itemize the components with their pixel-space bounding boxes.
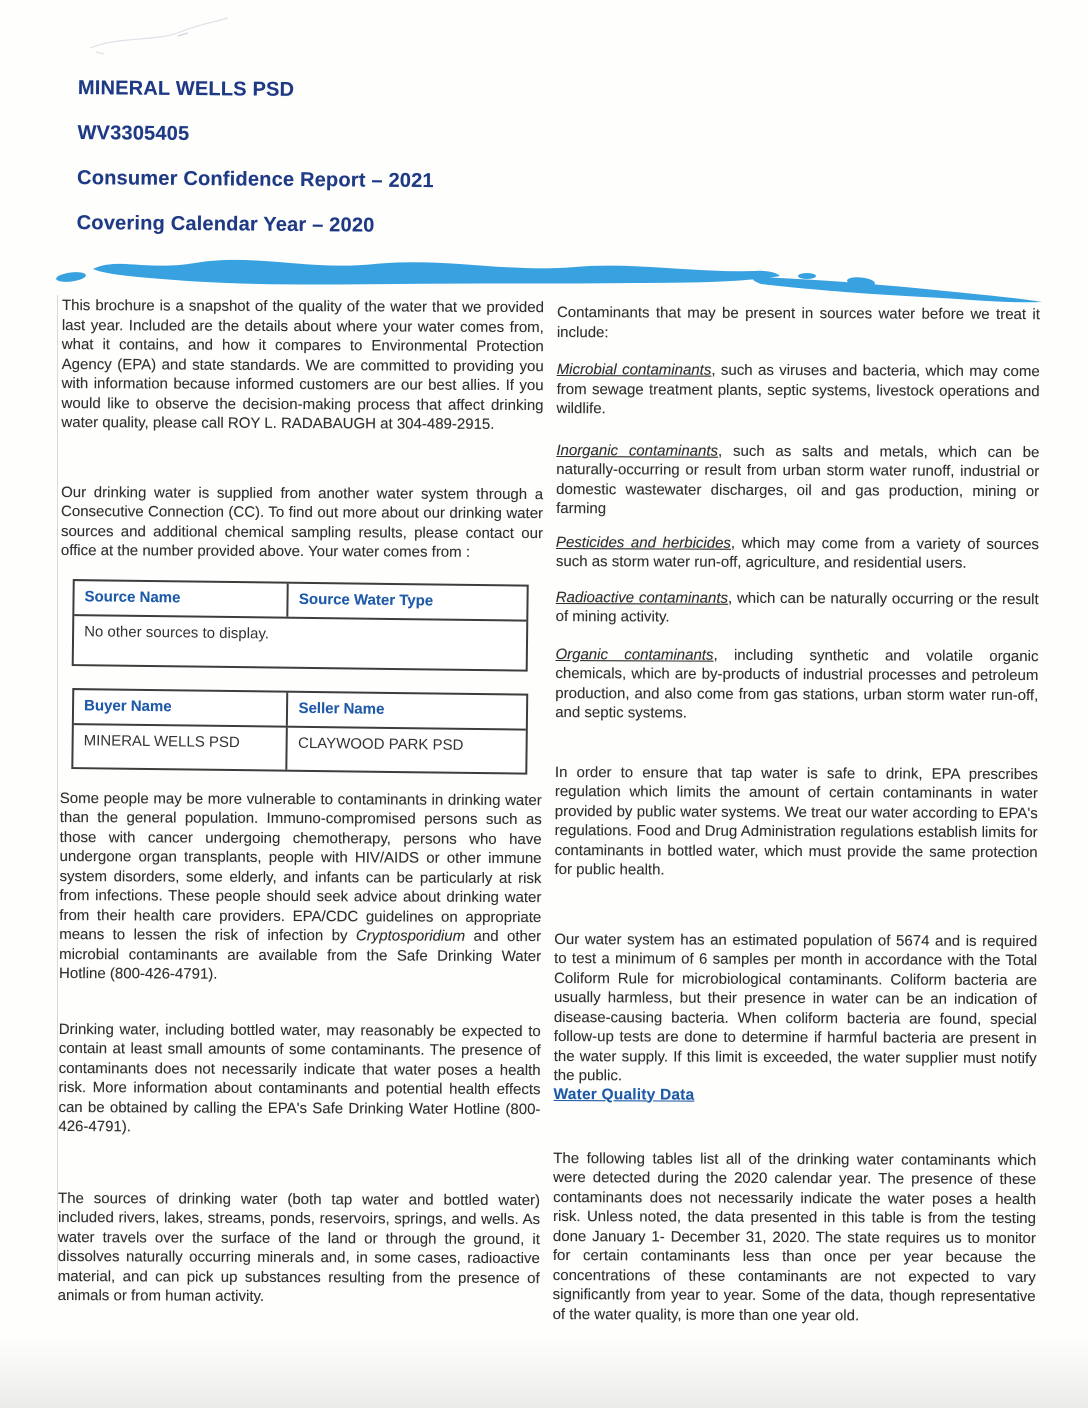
vulnerable-populations-paragraph (59, 788, 542, 985)
contaminant-item-microbial (556, 360, 1039, 421)
utility-name-line: MINERAL WELLS PSD (77, 76, 295, 101)
bottled-water-paragraph: Drinking water, including bottled water, may reasonably be expected to contain at least small amounts of some contaminants. The presence of contaminants does not necessarily indicate that water poses a health risk. More information about contaminants and potential health effects can be obtained by calling the EPA's Safe Drinking Water Hotline (800-426-4791). (58, 1020, 541, 1136)
intro-paragraph: This brochure is a snapshot of the quality of the water that we provided last year. Included are the details about where your water comes from, what it contains, and how it compares to Environmental Protection Agency (EPA) and state standards. We are committed to providing you with information because informed customers are our best allies. If you would like to observe the decision-making process that affect drinking water quality, please call ROY L. RADABAUGH at 304-489-2915. (61, 297, 544, 433)
scan-edge-shadow (0, 1338, 1088, 1408)
buyer-name-cell: MINERAL WELLS PSD (83, 731, 240, 751)
source-table (72, 579, 529, 672)
cryptosporidium-term: Cryptosporidium (355, 927, 466, 945)
scan-crease-line (57, 295, 58, 1280)
microbial-rest: , such as viruses and bacteria, which may come from sewage treatment plants, septic systems, livestock operations and wildlife. (556, 361, 1040, 418)
document-header (76, 76, 718, 262)
contaminant-item-radioactive (556, 587, 1039, 628)
inorganic-lead: Inorganic contaminants (556, 441, 719, 460)
buyer-seller-header-row (74, 690, 526, 731)
pesticides-lead: Pesticides and herbicides (555, 533, 731, 552)
pesticides-rest: , which may come from a variety of sources such as storm water run-off, agriculture, and residential users. (555, 534, 1039, 572)
source-table-header-row (74, 581, 526, 622)
coliform-testing-paragraph: Our water system has an estimated population of 5674 and is required to test a minimum of 6 samples per month in accordance with the Total Coliform Rule for microbiological contaminants. Coliform bacteria are usually harmless, but their presence in water can be an indication of disease-causing bacteria. When coliform bacteria are found, special follow-up tests are done to determine if harmful bacteria are present in the water supply. If this limit is exceeded, the water supplier must notify the public. (553, 930, 1038, 1085)
right-column (553, 303, 1040, 1326)
seller-name-cell: CLAYWOOD PARK PSD (286, 727, 526, 772)
microbial-lead: Microbial contaminants (556, 360, 712, 379)
source-water-type-header-cell: Source Water Type (287, 583, 527, 619)
inorganic-rest: , such as salts and metals, which can be naturally-occurring or result from urban storm water runoff, industrial or domestic wastewater discharges, oil and gas production, mining or farming (556, 442, 1040, 518)
coverage-year-line: Covering Calendar Year – 2020 (76, 211, 375, 237)
epa-regulation-paragraph: In order to ensure that tap water is safe to drink, EPA prescribes regulation which limits the amount of certain contaminants in water provided by public water systems. We treat our water according to EPA's regulations. Food and Drug Administration regulations establish limits for contaminants in bottled water, which must provide the same protection for public health. (554, 763, 1038, 879)
contaminant-item-organic (555, 644, 1038, 724)
vulnerable-text-after: and other microbial contaminants are available from the Safe Drinking Water Hotline (800-426-4791). (59, 927, 542, 983)
contaminant-item-inorganic (556, 440, 1039, 520)
contaminants-intro-line: Contaminants that may be present in sources water before we treat it include: (556, 304, 1040, 341)
buyer-name-header-cell: Buyer Name (83, 696, 172, 715)
water-quality-data-heading: Water Quality Data (553, 1085, 695, 1104)
organic-rest: , including synthetic and volatile organic chemicals, which are by-products of industrial processes and petroleum production, and also come from gas stations, urban storm water run-off, and septic systems. (555, 646, 1039, 722)
buyer-seller-data-row (73, 725, 525, 773)
tables-introduction-paragraph: The following tables list all of the drinking water contaminants which were detected during the 2020 calendar year. The presence of these contaminants does not necessarily indicate the water poses a health risk. Unless noted, the data presented in this table is from the testing done January 1- December 31, 2020. The state requires us to monitor for certain contaminants less than once per year because the concentrations of these contaminants are not expected to vary significantly from year to year. Some of the data, though representative of the water quality, is more than one year old. (552, 1149, 1037, 1324)
pencil-scuff-mark (60, 8, 280, 68)
source-name-header-cell: Source Name (84, 587, 181, 606)
vulnerable-text-before: Some people may be more vulnerable to contaminants in drinking water than the general population. Immuno-compromised persons such as those with cancer undergoing chemotherapy, persons who have undergone organ transplants, people with HIV/AIDS or other immune system disorders, some elderly, and infants can be particularly at risk from infections. These people should seek advice about drinking water from their health care providers. EPA/CDC guidelines on appropriate means to lessen the risk of infection by (59, 789, 542, 945)
radioactive-rest: , which can be naturally occurring or the result of mining activity. (555, 589, 1039, 626)
radioactive-lead: Radioactive contaminants (555, 588, 729, 607)
seller-name-header-cell: Seller Name (286, 692, 526, 728)
left-column (58, 296, 544, 1308)
report-title-line: Consumer Confidence Report – 2021 (77, 166, 434, 193)
source-table-empty-row (74, 616, 527, 670)
water-sources-paragraph: The sources of drinking water (both tap water and bottled water) included rivers, lakes, streams, ponds, reservoirs, springs, and wells. As water travels over the surface of the land or through the ground, it dissolves naturally occurring minerals and, in some cases, radioactive material, and can pick up substances resulting from the presence of animals or from human activity. (57, 1189, 541, 1305)
contaminant-item-pesticides (556, 532, 1039, 573)
no-sources-text: No other sources to display. (84, 622, 270, 642)
pwsid-line: WV3305405 (77, 121, 190, 145)
water-supply-paragraph: Our drinking water is supplied from another water system through a Consecutive Connection (CC). To find out more about our drinking water sources and additional chemical sampling results, please contact our office at the number provided above. Your water comes from : (60, 483, 544, 561)
organic-lead: Organic contaminants (555, 645, 714, 664)
buyer-seller-table (71, 688, 528, 775)
